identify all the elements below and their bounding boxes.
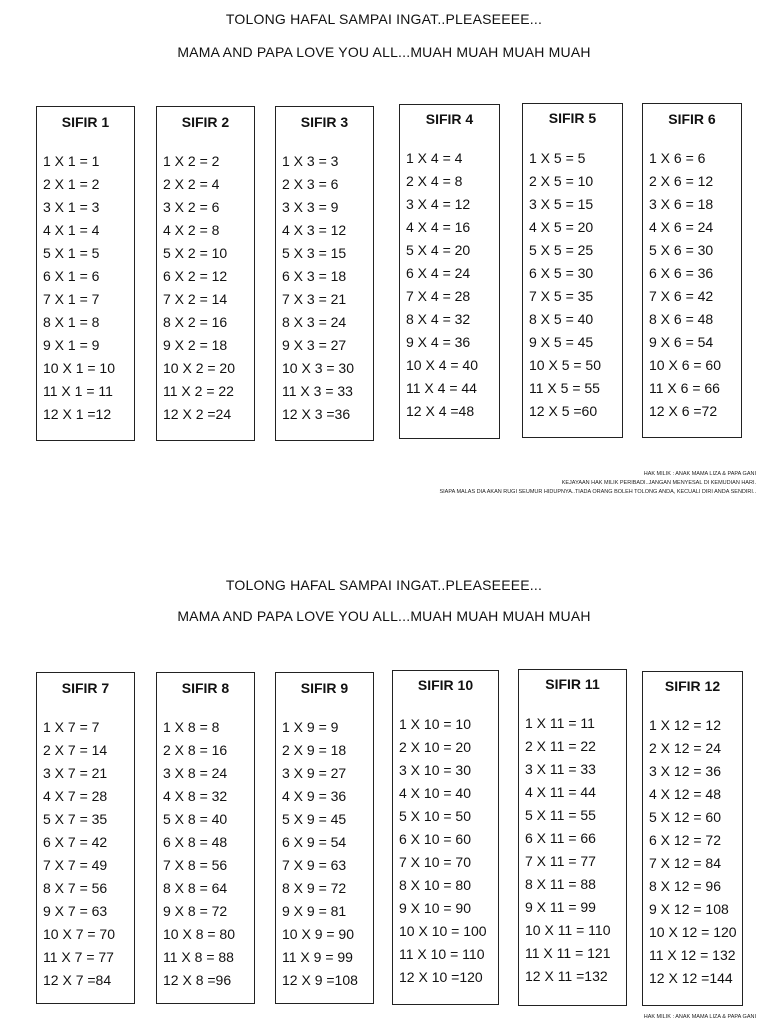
table-row: 11 X 9 = 99 <box>282 949 353 965</box>
table-row: 2 X 12 = 24 <box>649 740 722 756</box>
table-row: 6 X 5 = 30 <box>529 265 594 281</box>
table-row: 8 X 7 = 56 <box>43 880 108 896</box>
table-row: 12 X 8 =96 <box>163 972 232 988</box>
table-row: 5 X 4 = 20 <box>406 242 471 258</box>
table-row: 1 X 11 = 11 <box>525 715 595 731</box>
table-row: 12 X 5 =60 <box>529 403 598 419</box>
table-row: 12 X 11 =132 <box>525 968 608 984</box>
table-row: 3 X 3 = 9 <box>282 199 339 215</box>
table-row: 10 X 10 = 100 <box>399 923 487 939</box>
table-row: 2 X 4 = 8 <box>406 173 463 189</box>
table-row: 3 X 4 = 12 <box>406 196 471 212</box>
table-title: SIFIR 4 <box>425 111 474 127</box>
section2-table-1 <box>36 672 135 1004</box>
table-row: 3 X 12 = 36 <box>649 763 722 779</box>
table-row: 3 X 10 = 30 <box>399 762 472 778</box>
table-row: 6 X 6 = 36 <box>649 265 714 281</box>
section2-table-2 <box>156 672 255 1004</box>
table-row: 7 X 8 = 56 <box>163 857 228 873</box>
table-row: 1 X 7 = 7 <box>43 719 100 735</box>
section1-table-1 <box>36 106 135 441</box>
table-row: 2 X 3 = 6 <box>282 176 339 192</box>
table-title: SIFIR 9 <box>300 680 349 696</box>
table-row: 9 X 3 = 27 <box>282 337 347 353</box>
table-row: 6 X 12 = 72 <box>649 832 722 848</box>
table-row: 10 X 4 = 40 <box>406 357 479 373</box>
table-row: 11 X 3 = 33 <box>282 383 353 399</box>
table-row: 3 X 6 = 18 <box>649 196 714 212</box>
table-row: 1 X 4 = 4 <box>406 150 463 166</box>
section1-table-3 <box>275 106 374 441</box>
table-row: 6 X 9 = 54 <box>282 834 347 850</box>
table-row: 5 X 3 = 15 <box>282 245 347 261</box>
table-row: 9 X 2 = 18 <box>163 337 228 353</box>
table-row: 8 X 11 = 88 <box>525 876 596 892</box>
table-row: 7 X 7 = 49 <box>43 857 108 873</box>
table-row: 11 X 6 = 66 <box>649 380 720 396</box>
section2-header-line1: TOLONG HAFAL SAMPAI INGAT..PLEASEEEE... <box>225 577 543 593</box>
table-row: 10 X 1 = 10 <box>43 360 116 376</box>
table-title: SIFIR 2 <box>181 114 230 130</box>
table-row: 1 X 8 = 8 <box>163 719 220 735</box>
table-row: 5 X 2 = 10 <box>163 245 228 261</box>
table-row: 4 X 10 = 40 <box>399 785 472 801</box>
table-row: 12 X 6 =72 <box>649 403 718 419</box>
table-row: 4 X 1 = 4 <box>43 222 100 238</box>
table-row: 12 X 7 =84 <box>43 972 112 988</box>
table-row: 8 X 9 = 72 <box>282 880 347 896</box>
table-row: 12 X 10 =120 <box>399 969 483 985</box>
section2-table-6 <box>642 671 743 1006</box>
table-row: 1 X 2 = 2 <box>163 153 220 169</box>
table-row: 11 X 10 = 110 <box>399 946 485 962</box>
table-title: SIFIR 6 <box>668 111 716 127</box>
table-row: 10 X 9 = 90 <box>282 926 355 942</box>
section2-table-5 <box>518 669 627 1006</box>
table-row: 9 X 7 = 63 <box>43 903 108 919</box>
table-row: 12 X 3 =36 <box>282 406 351 422</box>
table-title: SIFIR 1 <box>61 114 110 130</box>
table-row: 2 X 7 = 14 <box>43 742 108 758</box>
table-row: 1 X 12 = 12 <box>649 717 722 733</box>
table-row: 12 X 1 =12 <box>43 406 112 422</box>
table-row: 7 X 12 = 84 <box>649 855 722 871</box>
table-title: SIFIR 10 <box>417 677 474 693</box>
table-row: 3 X 1 = 3 <box>43 199 100 215</box>
table-row: 4 X 11 = 44 <box>525 784 596 800</box>
section1-note-3: SIAPA MALAS DIA AKAN RUGI SEUMUR HIDUPNYA..TIADA ORANG BOLEH TOLONG ANDA, KECUALI DIRI ANDA SENDIRI.. <box>439 489 756 495</box>
section2-note-1: HAK MILIK : ANAK MAMA LIZA & PAPA GANI <box>643 1014 756 1020</box>
section2-table-3 <box>275 672 374 1004</box>
table-title: SIFIR 5 <box>548 110 597 126</box>
table-row: 9 X 8 = 72 <box>163 903 228 919</box>
table-row: 11 X 7 = 77 <box>43 949 114 965</box>
table-row: 9 X 1 = 9 <box>43 337 100 353</box>
table-row: 10 X 7 = 70 <box>43 926 116 942</box>
table-row: 10 X 2 = 20 <box>163 360 236 376</box>
section1-table-5 <box>522 103 623 438</box>
section2-table-4 <box>392 670 499 1005</box>
table-row: 6 X 11 = 66 <box>525 830 596 846</box>
table-row: 9 X 4 = 36 <box>406 334 471 350</box>
table-row: 4 X 7 = 28 <box>43 788 108 804</box>
section1-header-line2: MAMA AND PAPA LOVE YOU ALL...MUAH MUAH MUAH MUAH <box>177 44 591 60</box>
table-row: 2 X 11 = 22 <box>525 738 596 754</box>
table-row: 5 X 5 = 25 <box>529 242 594 258</box>
table-row: 5 X 7 = 35 <box>43 811 108 827</box>
section1-table-6 <box>642 103 742 438</box>
table-row: 4 X 9 = 36 <box>282 788 347 804</box>
table-row: 6 X 10 = 60 <box>399 831 472 847</box>
table-row: 1 X 9 = 9 <box>282 719 339 735</box>
table-row: 1 X 5 = 5 <box>529 150 586 166</box>
table-row: 4 X 3 = 12 <box>282 222 347 238</box>
table-row: 7 X 3 = 21 <box>282 291 347 307</box>
table-row: 4 X 12 = 48 <box>649 786 722 802</box>
table-row: 7 X 11 = 77 <box>525 853 596 869</box>
table-row: 8 X 2 = 16 <box>163 314 228 330</box>
table-row: 12 X 12 =144 <box>649 970 733 986</box>
table-row: 10 X 3 = 30 <box>282 360 355 376</box>
table-row: 7 X 1 = 7 <box>43 291 100 307</box>
table-row: 8 X 10 = 80 <box>399 877 472 893</box>
table-row: 3 X 8 = 24 <box>163 765 228 781</box>
table-row: 5 X 9 = 45 <box>282 811 347 827</box>
table-row: 5 X 1 = 5 <box>43 245 100 261</box>
table-row: 10 X 12 = 120 <box>649 924 737 940</box>
table-row: 4 X 6 = 24 <box>649 219 714 235</box>
section1-note-2: KEJAYAAN HAK MILIK PERIBADI..JANGAN MENYESAL DI KEMUDIAN HARI. <box>561 480 756 486</box>
table-row: 5 X 6 = 30 <box>649 242 714 258</box>
section1-header-line1: TOLONG HAFAL SAMPAI INGAT..PLEASEEEE... <box>225 11 543 27</box>
table-title: SIFIR 12 <box>664 678 721 694</box>
table-row: 5 X 11 = 55 <box>525 807 596 823</box>
section1-note-1: HAK MILIK : ANAK MAMA LIZA & PAPA GANI <box>643 471 756 477</box>
table-row: 1 X 10 = 10 <box>399 716 472 732</box>
table-row: 3 X 5 = 15 <box>529 196 594 212</box>
table-row: 3 X 9 = 27 <box>282 765 347 781</box>
table-row: 11 X 12 = 132 <box>649 947 736 963</box>
table-row: 9 X 11 = 99 <box>525 899 596 915</box>
table-row: 3 X 2 = 6 <box>163 199 220 215</box>
table-row: 2 X 5 = 10 <box>529 173 594 189</box>
table-row: 9 X 5 = 45 <box>529 334 594 350</box>
table-row: 7 X 10 = 70 <box>399 854 472 870</box>
table-row: 8 X 4 = 32 <box>406 311 471 327</box>
table-row: 6 X 7 = 42 <box>43 834 108 850</box>
table-row: 8 X 5 = 40 <box>529 311 594 327</box>
table-row: 2 X 2 = 4 <box>163 176 220 192</box>
section1-table-4 <box>399 104 500 439</box>
table-row: 9 X 6 = 54 <box>649 334 714 350</box>
table-row: 1 X 1 = 1 <box>43 153 100 169</box>
table-row: 7 X 5 = 35 <box>529 288 594 304</box>
table-row: 5 X 12 = 60 <box>649 809 722 825</box>
table-row: 6 X 3 = 18 <box>282 268 347 284</box>
table-row: 9 X 10 = 90 <box>399 900 472 916</box>
table-row: 1 X 6 = 6 <box>649 150 706 166</box>
table-row: 2 X 6 = 12 <box>649 173 714 189</box>
table-row: 6 X 4 = 24 <box>406 265 471 281</box>
table-row: 4 X 8 = 32 <box>163 788 228 804</box>
table-row: 12 X 9 =108 <box>282 972 358 988</box>
table-title: SIFIR 7 <box>61 680 110 696</box>
table-row: 5 X 10 = 50 <box>399 808 472 824</box>
table-row: 7 X 2 = 14 <box>163 291 228 307</box>
table-row: 9 X 12 = 108 <box>649 901 729 917</box>
table-row: 12 X 2 =24 <box>163 406 232 422</box>
table-row: 3 X 11 = 33 <box>525 761 596 777</box>
section1-table-2 <box>156 106 255 441</box>
table-row: 3 X 7 = 21 <box>43 765 108 781</box>
section2-header-line2: MAMA AND PAPA LOVE YOU ALL...MUAH MUAH MUAH MUAH <box>177 608 591 624</box>
table-row: 11 X 2 = 22 <box>163 383 234 399</box>
table-row: 1 X 3 = 3 <box>282 153 339 169</box>
table-row: 10 X 6 = 60 <box>649 357 722 373</box>
table-row: 11 X 4 = 44 <box>406 380 477 396</box>
table-row: 7 X 4 = 28 <box>406 288 471 304</box>
table-row: 8 X 6 = 48 <box>649 311 714 327</box>
table-row: 8 X 8 = 64 <box>163 880 228 896</box>
table-row: 12 X 4 =48 <box>406 403 475 419</box>
table-row: 6 X 8 = 48 <box>163 834 228 850</box>
table-row: 4 X 2 = 8 <box>163 222 220 238</box>
table-row: 10 X 5 = 50 <box>529 357 602 373</box>
table-title: SIFIR 3 <box>300 114 349 130</box>
table-row: 2 X 8 = 16 <box>163 742 228 758</box>
table-row: 10 X 11 = 110 <box>525 922 611 938</box>
table-row: 7 X 6 = 42 <box>649 288 714 304</box>
table-row: 2 X 1 = 2 <box>43 176 100 192</box>
table-row: 8 X 12 = 96 <box>649 878 722 894</box>
table-row: 10 X 8 = 80 <box>163 926 236 942</box>
table-row: 4 X 5 = 20 <box>529 219 594 235</box>
table-row: 2 X 9 = 18 <box>282 742 347 758</box>
table-row: 2 X 10 = 20 <box>399 739 472 755</box>
table-row: 9 X 9 = 81 <box>282 903 347 919</box>
table-row: 4 X 4 = 16 <box>406 219 471 235</box>
table-title: SIFIR 11 <box>545 676 600 692</box>
table-row: 11 X 8 = 88 <box>163 949 234 965</box>
table-row: 8 X 3 = 24 <box>282 314 347 330</box>
table-row: 8 X 1 = 8 <box>43 314 100 330</box>
table-row: 7 X 9 = 63 <box>282 857 347 873</box>
table-row: 11 X 5 = 55 <box>529 380 600 396</box>
table-row: 11 X 1 = 11 <box>43 383 113 399</box>
table-row: 6 X 2 = 12 <box>163 268 228 284</box>
table-title: SIFIR 8 <box>181 680 230 696</box>
table-row: 6 X 1 = 6 <box>43 268 100 284</box>
table-row: 5 X 8 = 40 <box>163 811 228 827</box>
table-row: 11 X 11 = 121 <box>525 945 611 961</box>
